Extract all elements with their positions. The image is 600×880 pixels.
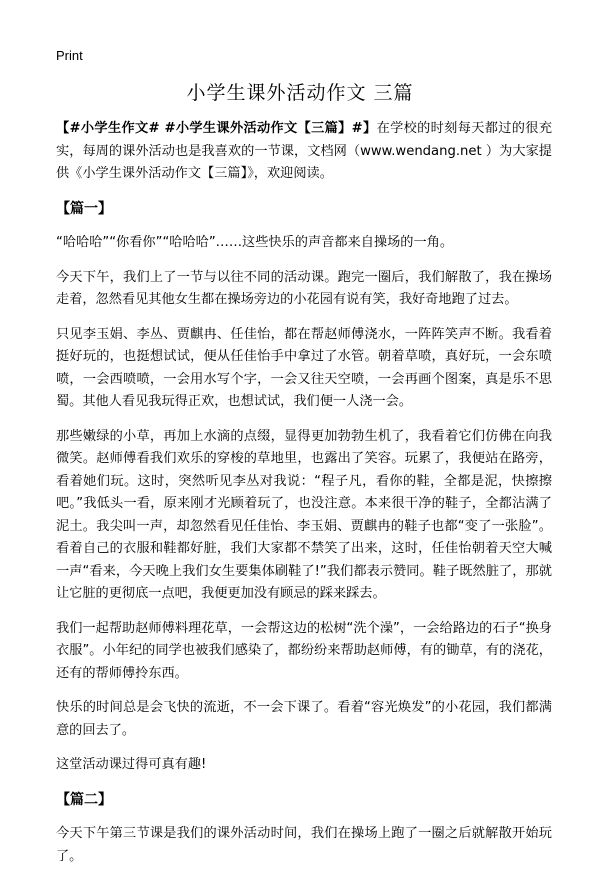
intro-text: 在学校的时刻每天都过的很充实，每周的课外活动也是我喜欢的一节课，文档网（www.wendang.net ）为大家提供《小学生课外活动作文【三篇】》，欢迎阅读。 xyxy=(56,121,553,181)
section-heading-1: 【篇一】 xyxy=(56,200,112,217)
paragraph: 今天下午第三节课是我们的课外活动时间，我们在操场上跑了一圈之后就解散开始玩了。 xyxy=(56,826,552,864)
paragraph: 那些嫩绿的小草，再加上水滴的点缀，显得更加勃勃生机了，我看着它们仿佛在向我微笑。赵师傅看我们欢乐的穿梭的草地里，也露出了笑容。玩累了，我便站在路旁，看着她们玩。这时，突然听见李丛对我说：“程子凡，看你的鞋，全都是泥，快擦擦吧。”我低头一看，原来刚才光顾着玩了，也没注意。本来很干净的鞋子，全都沾满了泥土。我尖叫一声，却忽然看见任佳怡、李玉娟、贾麒冉的鞋子也都“变了一张脸”。看着自己的衣服和鞋都好脏，我们大家都不禁笑了出来，这时，任佳怡朝着天空大喊一声“看来，今天晚上我们女生要集体刷鞋了!”我们都表示赞同。鞋子既然脏了，那就让它脏的更彻底一点吧，我便更加没有顾忌的踩来踩去。 xyxy=(56,428,552,601)
paragraph: 只见李玉娟、李丛、贾麒冉、任佳怡，都在帮赵师傅浇水，一阵阵笑声不断。我看着挺好玩的，也挺想试试，便从任佳怡手中拿过了水管。朝着草喷，真好玩，一会东喷喷，一会西喷喷，一会用水写个字，一会又往天空喷，一会再画个图案，真是乐不思蜀。其他人看见我玩得正欢，也想试试，我们便一人浇一会。 xyxy=(56,326,552,409)
paragraph: 快乐的时间总是会飞快的流逝，不一会下课了。看着“容光焕发”的小花园，我们都满意的回去了。 xyxy=(56,700,552,738)
intro-paragraph xyxy=(56,118,552,186)
print-link[interactable]: Print xyxy=(56,48,83,63)
intro-tags: 【#小学生作文# #小学生课外活动作文【三篇】#】 xyxy=(56,121,377,136)
paragraph: “哈哈哈”“你看你”“哈哈哈”……这些快乐的声音都来自操场的一角。 xyxy=(56,235,454,250)
paragraph: 这堂活动课过得可真有趣! xyxy=(56,757,207,772)
section-heading-2: 【篇二】 xyxy=(56,791,112,808)
paragraph: 我们一起帮助赵师傅料理花草，一会帮这边的松树“洗个澡”，一会给路边的石子“换身衣服”。小年纪的同学也被我们感染了，都纷纷来帮助赵师傅，有的锄草，有的浇花，还有的帮师傅拎东西。 xyxy=(56,620,552,681)
page-title: 小学生课外活动作文 三篇 xyxy=(186,82,414,104)
paragraph: 今天下午，我们上了一节与以往不同的活动课。跑完一圈后，我们解散了，我在操场走着，忽然看见其他女生都在操场旁边的小花园有说有笑，我好奇地跑了过去。 xyxy=(56,269,552,307)
article-body xyxy=(56,118,552,880)
